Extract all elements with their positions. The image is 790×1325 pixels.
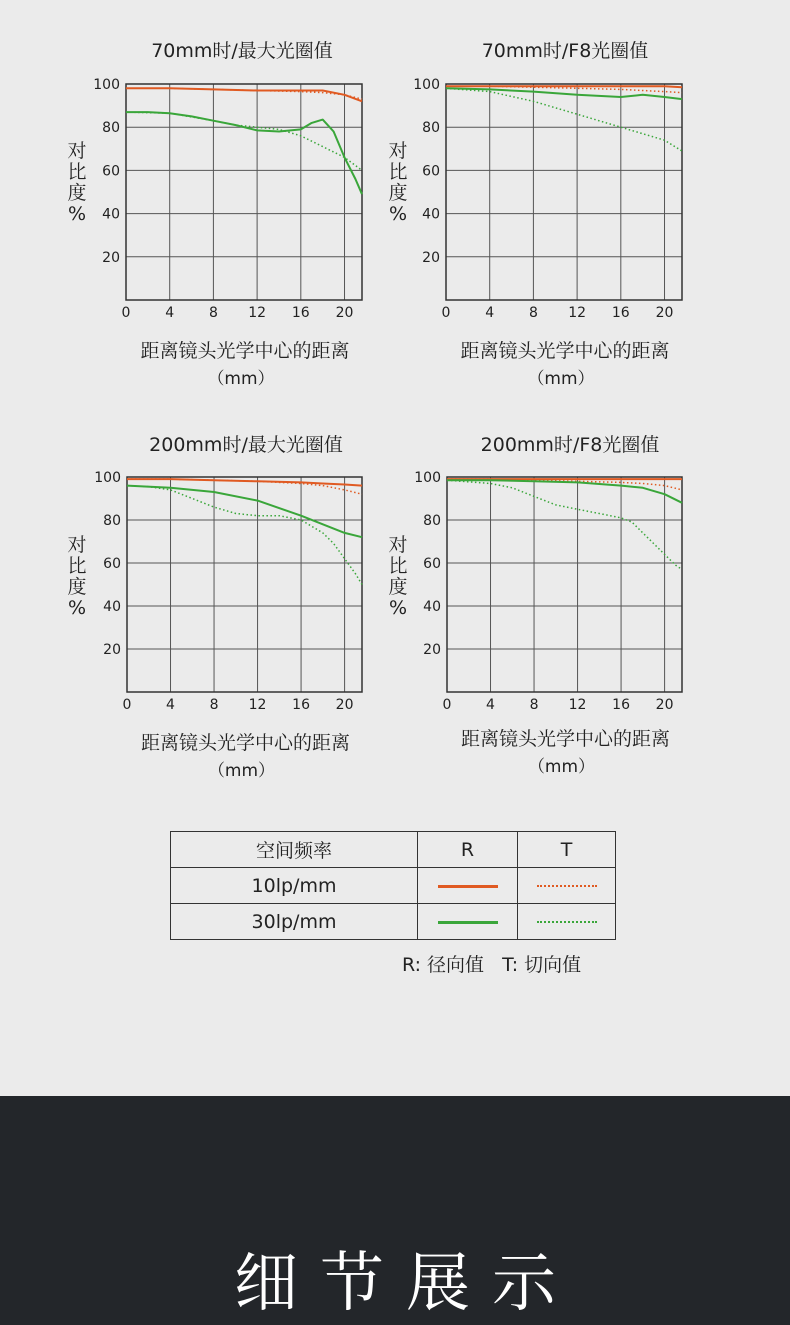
chart-2-xtick-8: 8 — [528, 305, 538, 321]
chart-1-ytick-60: 60 — [102, 163, 120, 180]
chart-2-xtick-4: 4 — [485, 305, 495, 321]
chart-4-xtick-4: 4 — [486, 697, 495, 713]
legend-swatch-10lp-r — [418, 868, 518, 904]
chart-2-xtick-20: 20 — [655, 305, 674, 321]
footer-title: 细节展示 — [234, 1247, 578, 1321]
chart-4-ytick-60: 60 — [423, 556, 441, 572]
chart-3-xtick-0: 0 — [122, 697, 132, 713]
chart-2-series-30lp-mm-t — [446, 88, 682, 151]
legend-swatch-30lp-r — [418, 904, 518, 940]
chart-3-series-30lp-mm-r — [127, 486, 362, 538]
chart-4-xtick-20: 20 — [655, 697, 674, 713]
chart-1-ylabel-char-3: % — [67, 203, 87, 225]
chart-2-xtick-12: 12 — [568, 305, 587, 321]
chart-3-ylabel-char-2: 度 — [67, 576, 87, 598]
chart-1-series-30lp-mm-r — [126, 112, 362, 194]
chart-2-ylabel-char-0: 对 — [388, 140, 408, 162]
chart-1-series-30lp-mm-t — [126, 112, 362, 170]
chart-1-xtick-20: 20 — [335, 305, 354, 321]
legend-note: R: 径向值 T: 切向值 — [402, 954, 582, 976]
chart-4-ytick-40: 40 — [423, 599, 441, 615]
chart-4-xunit: （mm） — [527, 757, 596, 777]
chart-3-xunit: （mm） — [207, 761, 276, 781]
chart-4-xlabel: 距离镜头光学中心的距离 — [460, 728, 671, 750]
chart-4-frame — [447, 477, 682, 692]
chart-4-series-30lp-mm-r — [447, 480, 682, 503]
chart-1-xtick-16: 16 — [291, 305, 310, 321]
legend-header-frequency: 空间频率 — [171, 832, 418, 868]
chart-1-ytick-100: 100 — [93, 77, 120, 93]
legend-table — [170, 831, 616, 940]
chart-3-ytick-40: 40 — [103, 599, 121, 615]
legend-label-10lp: 10lp/mm — [171, 868, 418, 904]
chart-2-ylabel-char-1: 比 — [388, 161, 408, 183]
chart-3-ylabel-char-1: 比 — [67, 555, 87, 577]
chart-2-xtick-0: 0 — [441, 305, 451, 321]
chart-3-xtick-20: 20 — [335, 697, 354, 713]
legend-row-30lp — [171, 904, 616, 940]
chart-3-series-10lp-mm-r — [127, 479, 362, 486]
chart-4-ytick-100: 100 — [414, 470, 441, 486]
chart-3-xtick-16: 16 — [292, 697, 310, 713]
chart-2-xlabel: 距离镜头光学中心的距离 — [460, 340, 670, 362]
chart-3-ytick-60: 60 — [103, 556, 121, 572]
swatch-30lp-r — [438, 921, 498, 924]
chart-1-series-10lp-mm-r — [126, 88, 362, 101]
chart-2-series-30lp-mm-r — [446, 88, 682, 99]
chart-3-ylabel-char-0: 对 — [67, 534, 87, 556]
swatch-10lp-t — [537, 885, 597, 887]
chart-2-ytick-20: 20 — [422, 249, 440, 266]
chart-2-xtick-16: 16 — [611, 305, 630, 321]
chart-4-ytick-80: 80 — [423, 513, 441, 529]
chart-4-series-30lp-mm-t — [447, 480, 682, 569]
chart-4-ylabel-char-2: 度 — [388, 576, 408, 598]
chart-4-xtick-8: 8 — [529, 697, 539, 713]
chart-2-series-10lp-mm-r — [446, 86, 682, 87]
chart-3-xtick-8: 8 — [209, 697, 219, 713]
legend-row-10lp — [171, 868, 616, 904]
chart-2-xunit: （mm） — [527, 369, 595, 389]
chart-2-ytick-40: 40 — [422, 206, 440, 223]
chart-2-ytick-80: 80 — [422, 120, 440, 137]
chart-2-ytick-100: 100 — [413, 77, 440, 93]
chart-1-xlabel: 距离镜头光学中心的距离 — [140, 340, 350, 362]
chart-4-ytick-20: 20 — [423, 642, 441, 658]
chart-3-ytick-80: 80 — [103, 513, 121, 529]
legend-swatch-30lp-t — [518, 904, 616, 940]
legend-header-t: T — [518, 832, 616, 868]
legend-swatch-10lp-t — [518, 868, 616, 904]
chart-1-ytick-80: 80 — [102, 120, 120, 137]
chart-4-ylabel-char-1: 比 — [388, 555, 408, 577]
chart-2-ylabel-char-2: 度 — [388, 182, 408, 204]
chart-2-ytick-60: 60 — [422, 163, 440, 180]
chart-4-ylabel-char-0: 对 — [388, 534, 408, 556]
chart-1-ylabel-char-2: 度 — [67, 182, 87, 204]
chart-1-xtick-12: 12 — [248, 305, 267, 321]
chart-1-ytick-20: 20 — [102, 249, 120, 266]
chart-1-xtick-4: 4 — [165, 305, 175, 321]
swatch-10lp-r — [438, 885, 498, 888]
chart-3-title: 200mm时/最大光圈值 — [149, 434, 343, 456]
chart-2-title: 70mm时/F8光圈值 — [481, 40, 649, 62]
chart-3-frame — [127, 477, 362, 692]
chart-2-ylabel-char-3: % — [388, 203, 408, 225]
chart-1-xtick-0: 0 — [121, 305, 131, 321]
chart-4-title: 200mm时/F8光圈值 — [480, 434, 660, 456]
legend-label-30lp: 30lp/mm — [171, 904, 418, 940]
chart-4-xtick-16: 16 — [612, 697, 630, 713]
chart-1-ylabel-char-1: 比 — [67, 161, 87, 183]
chart-3-xtick-4: 4 — [166, 697, 175, 713]
chart-3-xlabel: 距离镜头光学中心的距离 — [140, 732, 351, 754]
chart-3-ylabel-char-3: % — [67, 597, 87, 619]
chart-1-ylabel-char-0: 对 — [67, 140, 87, 162]
chart-1-xtick-8: 8 — [208, 305, 218, 321]
chart-4-xtick-12: 12 — [568, 697, 587, 713]
swatch-30lp-t — [537, 921, 597, 923]
chart-3-ytick-20: 20 — [103, 642, 121, 658]
chart-3-series-30lp-mm-t — [127, 486, 362, 585]
chart-1-title: 70mm时/最大光圈值 — [151, 40, 333, 62]
chart-3-ytick-100: 100 — [94, 470, 121, 486]
chart-1-ytick-40: 40 — [102, 206, 120, 223]
legend-header-row — [171, 832, 616, 868]
chart-4-ylabel-char-3: % — [388, 597, 408, 619]
chart-1-xunit: （mm） — [207, 369, 275, 389]
chart-2-frame — [446, 84, 682, 300]
chart-4-xtick-0: 0 — [442, 697, 452, 713]
chart-1-frame — [126, 84, 362, 300]
chart-3-xtick-12: 12 — [248, 697, 267, 713]
legend-header-r: R — [418, 832, 518, 868]
